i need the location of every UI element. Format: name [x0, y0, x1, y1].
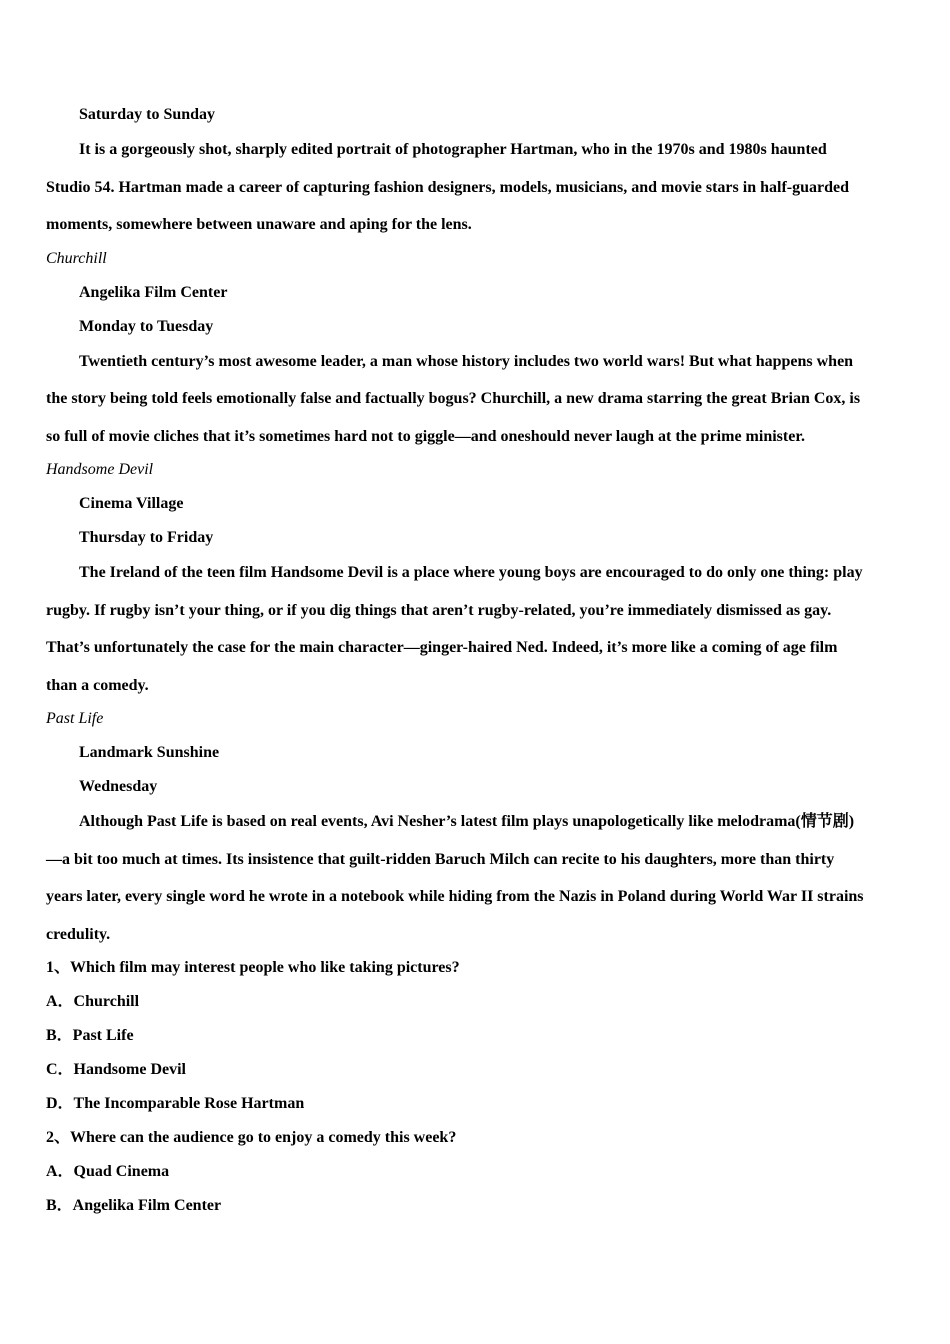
answer-option[interactable]: D．The Incomparable Rose Hartman: [46, 1095, 305, 1112]
paragraph-line: rugby. If rugby isn’t your thing, or if you dig things that aren’t rugby-related, you’re immediately dismissed as gay.: [46, 601, 832, 619]
film-schedule: Monday to Tuesday: [79, 317, 214, 335]
answer-option[interactable]: A．Churchill: [46, 993, 140, 1010]
answer-option[interactable]: B．Past Life: [46, 1027, 134, 1044]
film-venue: Cinema Village: [79, 495, 184, 512]
paragraph-line: Although Past Life is based on real events, Avi Nesher’s latest film plays unapologetically like melodrama(情节剧): [79, 813, 855, 830]
film-schedule: Wednesday: [79, 778, 158, 795]
paragraph-line: moments, somewhere between unaware and aping for the lens.: [46, 216, 472, 233]
film-review-paragraph: [46, 803, 906, 953]
answer-option[interactable]: A．Quad Cinema: [46, 1163, 170, 1180]
film-schedule: Thursday to Friday: [79, 529, 214, 546]
paragraph-line: than a comedy.: [46, 676, 149, 694]
paragraph-line: That’s unfortunately the case for the main character—ginger-haired Ned. Indeed, it’s more like a coming of age film: [46, 639, 838, 656]
film-title: Handsome Devil: [46, 461, 154, 478]
paragraph-line: years later, every single word he wrote in a notebook while hiding from the Nazis in Poland during World War II strains: [46, 888, 864, 905]
film-title: Past Life: [46, 710, 104, 727]
answer-option[interactable]: C．Handsome Devil: [46, 1061, 187, 1078]
film-review-paragraph: [46, 343, 906, 456]
paragraph-line: credulity.: [46, 925, 111, 943]
film-venue: Landmark Sunshine: [79, 744, 220, 761]
paragraph-line: —a bit too much at times. Its insistence that guilt-ridden Baruch Milch can recite to his daughters, more than thirty: [46, 850, 835, 868]
question-text: 2、Where can the audience go to enjoy a comedy this week?: [46, 1129, 457, 1146]
paragraph-line: so full of movie cliches that it’s sometimes hard not to giggle—and oneshould never laugh at the prime minister.: [46, 427, 805, 445]
film-review-paragraph: [46, 554, 906, 704]
film-review-paragraph: [46, 131, 906, 244]
answer-option[interactable]: B．Angelika Film Center: [46, 1197, 222, 1214]
film-venue: Angelika Film Center: [79, 283, 228, 301]
film-title: Churchill: [46, 249, 107, 267]
paragraph-line: The Ireland of the teen film Handsome Devil is a place where young boys are encouraged to do only one thing: play: [79, 564, 863, 581]
paragraph-line: It is a gorgeously shot, sharply edited portrait of photographer Hartman, who in the 1970s and 1980s haunted: [79, 141, 827, 158]
paragraph-line: Twentieth century’s most awesome leader, a man whose history includes two world wars! But what happens when: [79, 352, 854, 370]
film-schedule: Saturday to Sunday: [79, 106, 216, 123]
paragraph-line: Studio 54. Hartman made a career of capturing fashion designers, models, musicians, and movie stars in half-guarded: [46, 178, 849, 196]
document-page: [46, 98, 906, 1223]
question-text: 1、Which film may interest people who like taking pictures?: [46, 959, 460, 976]
paragraph-line: the story being told feels emotionally false and factually bogus? Churchill, a new drama starring the great Brian Cox, is: [46, 390, 861, 407]
